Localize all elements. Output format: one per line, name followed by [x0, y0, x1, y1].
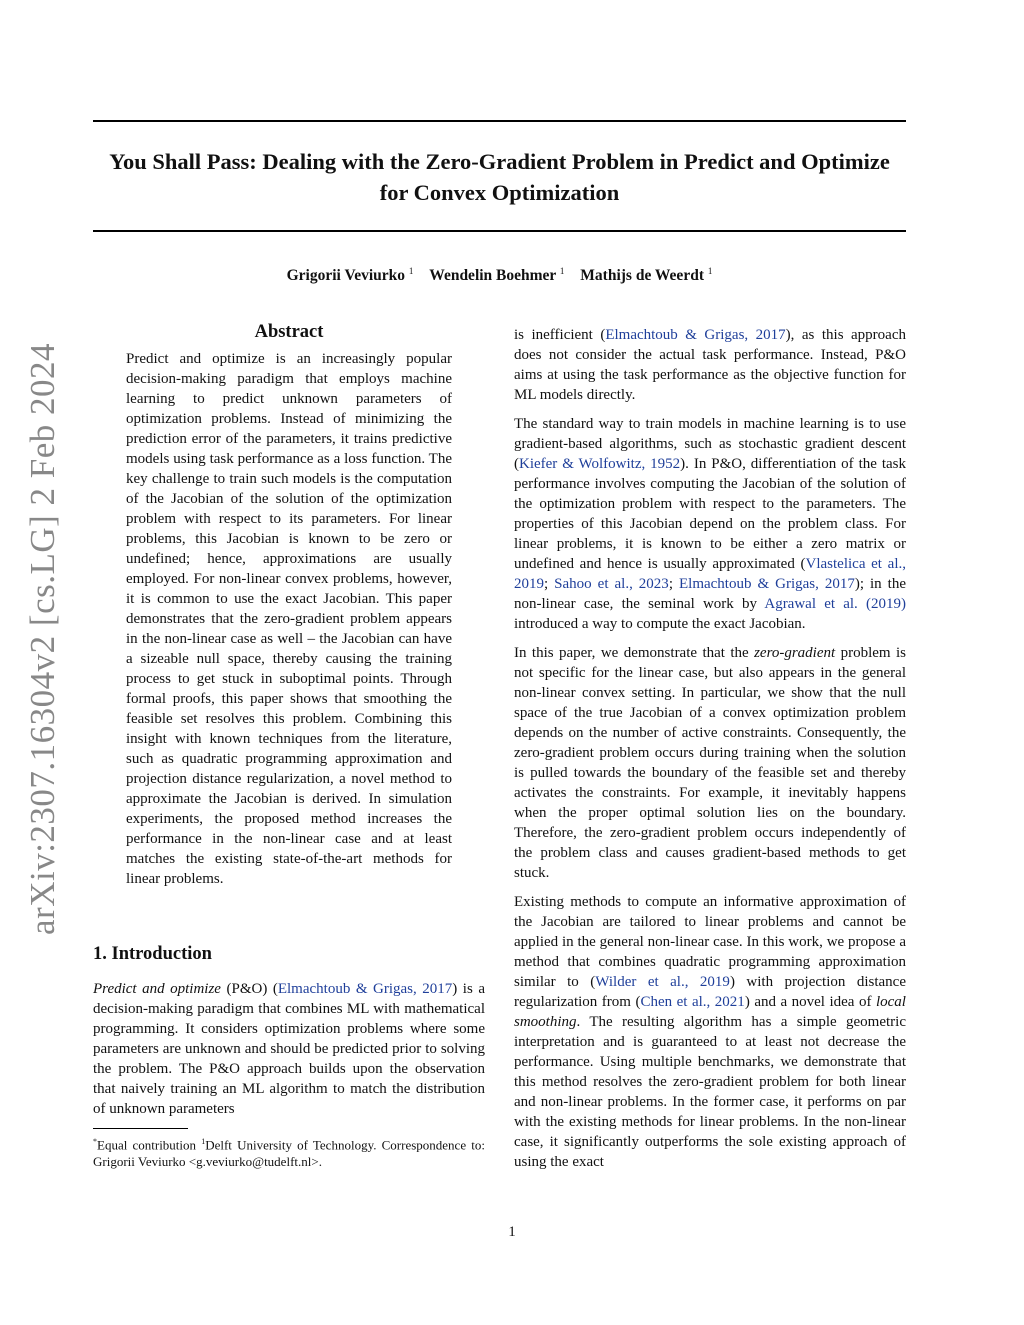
paragraph: is inefficient (Elmachtoub & Grigas, 2017), as this approach does not consider the actual task performance. Instead, P&O aims at using the task performance as the objective function for ML models directly.	[514, 327, 906, 403]
arxiv-identifier: arXiv:2307.16304v2 [cs.LG] 2 Feb 2024	[23, 342, 62, 935]
bottom-rule	[93, 230, 906, 232]
top-rule	[93, 120, 906, 122]
paper-title: You Shall Pass: Dealing with the Zero-Gradient Problem in Predict and Optimize for Convex Optimization	[109, 149, 890, 205]
citation-link[interactable]: Sahoo et al., 2023	[554, 576, 669, 592]
citation-link[interactable]: Chen et al., 2021	[640, 994, 745, 1010]
citation-link[interactable]: Wilder et al., 2019	[595, 974, 730, 990]
author-list	[93, 266, 906, 285]
footnote-rule	[93, 1128, 188, 1129]
author: Grigorii Veviurko $^1$	[286, 266, 414, 285]
author: Mathijs de Weerdt $^1$	[580, 266, 713, 285]
section-heading-introduction: 1. Introduction	[93, 944, 212, 964]
introduction-paragraph: Predict and optimize (P&O) (Elmachtoub & Grigas, 2017) is a decision-making paradigm that combines ML with mathematical programming. It considers optimization problems where some parameters are unknown and should be predicted prior to solving the problem. The P&O approach builds upon the observation that naively training an ML algorithm to match the distribution of unknown parameters	[93, 981, 485, 1117]
citation-link[interactable]: Agrawal et al. (2019)	[764, 596, 906, 612]
paragraph: The standard way to train models in machine learning is to use gradient-based algorithms, such as stochastic gradient descent (Kiefer & Wolfowitz, 1952). In P&O, differentiation of the task performance involves computing the Jacobian of the solution of the optimization problem with respect to the parameters. The properties of this Jacobian depend on the problem class. For linear problems, it is known to be either a zero matrix or undefined and hence is usually approximated (Vlastelica et al., 2019; Sahoo et al., 2023; Elmachtoub & Grigas, 2017); in the non-linear case, the seminal work by Agrawal et al. (2019) introduced a way to compute the exact Jacobian.	[514, 416, 907, 632]
citation-link[interactable]: Kiefer & Wolfowitz, 1952	[519, 456, 681, 472]
right-column	[514, 325, 906, 1181]
citation-link[interactable]: Elmachtoub & Grigas, 2017	[678, 576, 855, 592]
abstract-text: Predict and optimize is an increasingly popular decision-making paradigm that employs machine learning to predict unknown parameters of optimization problems. Instead of minimizing the prediction error of the parameters, it trains predictive models using task performance as a loss function. The key challenge to train such models is the computation of the Jacobian of the solution of the optimization problem with respect to its parameters. For linear problems, this Jacobian is known to be zero or undefined; hence, approximations are usually employed. For non-linear convex problems, however, it is common to use the exact Jacobian. This paper demonstrates that the zero-gradient problem appears in the non-linear case as well – the Jacobian can have a sizeable null space, thereby causing the training process to get stuck in suboptimal points. Through formal proofs, this paper shows that smoothing the feasible set resolves this problem. Combining this insight with known techniques from the literature, such as quadratic programming approximation and projection distance regularization, a novel method to approximate the Jacobian is derived. In simulation experiments, the proposed method increases the performance in the non-linear case and at least matches the existing state-of-the-art methods for linear problems.	[126, 351, 452, 887]
citation-link[interactable]: Vlastelica et al., 2019	[514, 556, 906, 592]
footnote: *Equal contribution $^1$Delft University of Technology. Correspondence to: Grigorii Veviurko <g.veviurko@tudelft.nl>.	[93, 1137, 485, 1170]
page-number: 1	[508, 1224, 516, 1240]
paragraph: Existing methods to compute an informative approximation of the Jacobian are tailored to linear problems and cannot be applied in the general non-linear case. In this work, we propose a method that combines quadratic programming approximation similar to (Wilder et al., 2019) with projection distance regularization from (Chen et al., 2021) and a novel idea of local smoothing. The resulting algorithm has a simple geometric interpretation and is guaranteed to at least not decrease the performance. Using multiple benchmarks, we demonstrate that this method resolves the zero-gradient problem for both linear and non-linear problems. In the former case, it performs on par with the existing methods for linear problems. In the non-linear case, it significantly outperforms the sole existing approach of using the exact	[514, 894, 906, 1170]
abstract-heading: Abstract	[254, 322, 324, 342]
citation-link[interactable]: Elmachtoub & Grigas, 2017	[605, 327, 786, 343]
citation-link[interactable]: Elmachtoub & Grigas, 2017	[277, 981, 453, 997]
paragraph: In this paper, we demonstrate that the zero-gradient problem is not specific for the linear case, but also appears in the general non-linear convex setting. In particular, we show that the null space of the true Jacobian of a convex optimization problem depends on the number of active constraints. Consequently, the zero-gradient problem occurs during training when the solution is pulled towards the boundary of the feasible set and thereby activates the constraints. For example, it inevitably happens when the proper optimal solution lies on the boundary. Therefore, the zero-gradient problem occurs independently of the problem class and causes gradient-based methods to get stuck.	[514, 645, 906, 881]
author: Wendelin Boehmer $^1$	[429, 266, 565, 285]
